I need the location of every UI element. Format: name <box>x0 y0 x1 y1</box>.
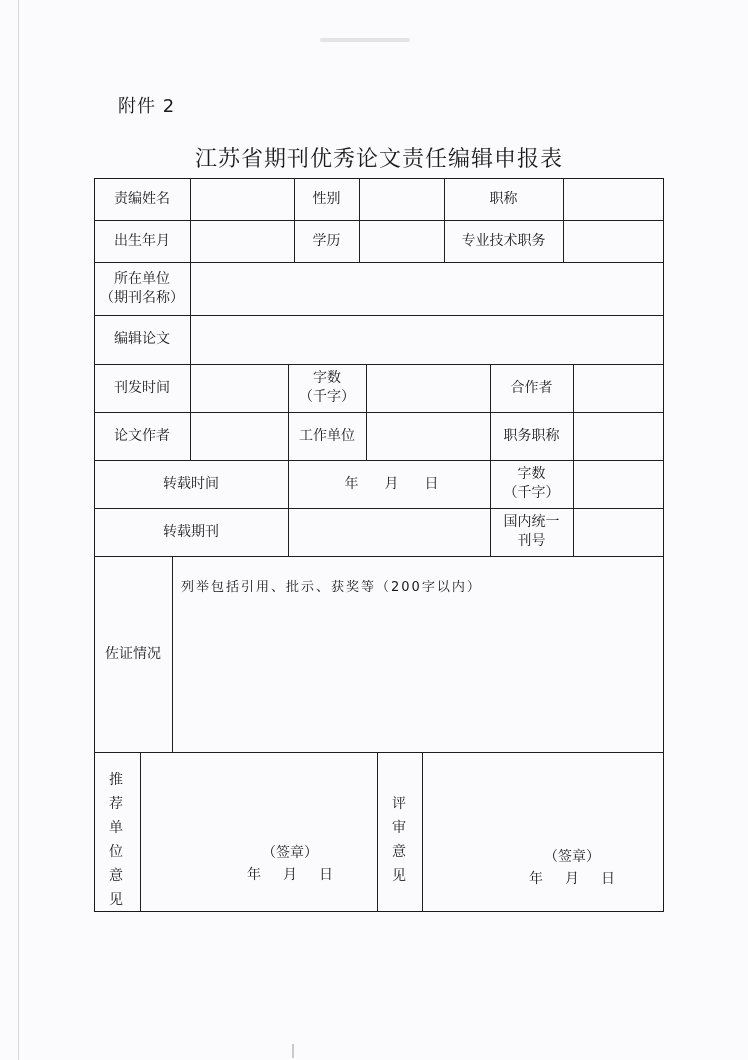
scan-mark <box>292 1044 294 1058</box>
recommend-char: 意 <box>109 868 123 884</box>
evidence-hint: 列举包括引用、批示、获奖等（200字以内） <box>181 580 482 595</box>
recommend-char: 荐 <box>109 796 123 812</box>
recommend-label <box>106 768 126 912</box>
editor-name-label: 责编姓名 <box>114 190 170 207</box>
month-right: 月 <box>565 870 579 887</box>
unit-label <box>94 262 190 315</box>
recommend-char: 单 <box>109 820 123 836</box>
paper-author-field[interactable] <box>191 412 288 460</box>
edited-paper-field[interactable] <box>191 315 664 364</box>
page-edge <box>18 0 19 1060</box>
cn-number-field[interactable] <box>574 508 664 556</box>
gender-field[interactable] <box>360 178 444 220</box>
reprint-words-line2: （千字） <box>503 485 560 501</box>
year-right: 年 <box>529 870 543 887</box>
page-title: 江苏省期刊优秀论文责任编辑申报表 <box>194 147 563 172</box>
reprint-words-field[interactable] <box>574 460 664 508</box>
birth-date-label: 出生年月 <box>114 232 170 249</box>
reprint-words-label <box>490 460 573 508</box>
word-count-line2: （千字） <box>299 389 355 405</box>
edited-paper-label: 编辑论文 <box>114 331 170 347</box>
review-char: 见 <box>392 868 406 884</box>
recommend-field[interactable] <box>141 752 377 912</box>
education-field[interactable] <box>360 220 444 262</box>
professional-post-field[interactable] <box>564 220 664 262</box>
review-char: 意 <box>392 844 406 860</box>
education-label: 学历 <box>312 232 341 249</box>
cn-number-line1: 国内统一 <box>503 514 560 530</box>
seal-left: （签章） <box>262 844 318 861</box>
evidence-label: 佐证情况 <box>105 645 161 662</box>
review-char: 评 <box>392 796 406 812</box>
reprint-words-line1: 字数 <box>517 466 546 482</box>
recommend-char: 见 <box>109 892 123 908</box>
seal-right: （签章） <box>544 848 600 865</box>
word-count-field[interactable] <box>367 364 490 412</box>
editor-name-field[interactable] <box>191 178 294 220</box>
recommend-char: 位 <box>109 844 123 860</box>
reprint-journal-field[interactable] <box>289 508 490 556</box>
evidence-field[interactable] <box>173 556 664 752</box>
gender-label: 性别 <box>312 190 341 207</box>
coauthor-field[interactable] <box>574 364 664 412</box>
work-unit-label: 工作单位 <box>299 427 355 444</box>
unit-field[interactable] <box>191 262 664 315</box>
reprint-journal-label: 转载期刊 <box>163 523 219 540</box>
professional-post-label: 专业技术职务 <box>461 232 546 249</box>
date-right <box>522 868 622 890</box>
reprint-time-label: 转载时间 <box>163 475 219 492</box>
work-unit-field[interactable] <box>367 412 490 460</box>
word-count-label <box>288 364 366 412</box>
month-left: 月 <box>283 866 297 883</box>
col-divider <box>377 752 378 912</box>
title-rank-field[interactable] <box>564 178 664 220</box>
cn-number-line2: 刊号 <box>517 533 546 549</box>
review-char: 审 <box>392 820 406 836</box>
coauthor-label: 合作者 <box>510 379 553 396</box>
job-title-label: 职务职称 <box>503 427 560 444</box>
job-title-field[interactable] <box>574 412 664 460</box>
review-label <box>389 792 409 888</box>
publish-time-label: 刊发时间 <box>114 379 170 396</box>
reprint-day: 日 <box>424 475 439 492</box>
reprint-month: 月 <box>384 475 399 492</box>
reprint-year: 年 <box>344 475 359 492</box>
reprint-date-field[interactable] <box>289 460 490 508</box>
paper-author-label: 论文作者 <box>114 427 170 444</box>
unit-label-line1: 所在单位 <box>114 270 170 287</box>
day-left: 日 <box>319 866 333 883</box>
unit-label-line2: （期刊名称） <box>100 289 184 306</box>
scan-smudge <box>320 38 410 42</box>
attachment-label: 附件 2 <box>118 96 176 117</box>
publish-time-field[interactable] <box>191 364 288 412</box>
title-rank-label: 职称 <box>489 190 518 207</box>
word-count-line1: 字数 <box>313 370 341 386</box>
day-right: 日 <box>601 870 615 887</box>
cn-number-label <box>490 508 573 556</box>
date-left <box>240 864 340 886</box>
birth-date-field[interactable] <box>191 220 294 262</box>
recommend-char: 推 <box>109 772 123 788</box>
year-left: 年 <box>247 866 261 883</box>
